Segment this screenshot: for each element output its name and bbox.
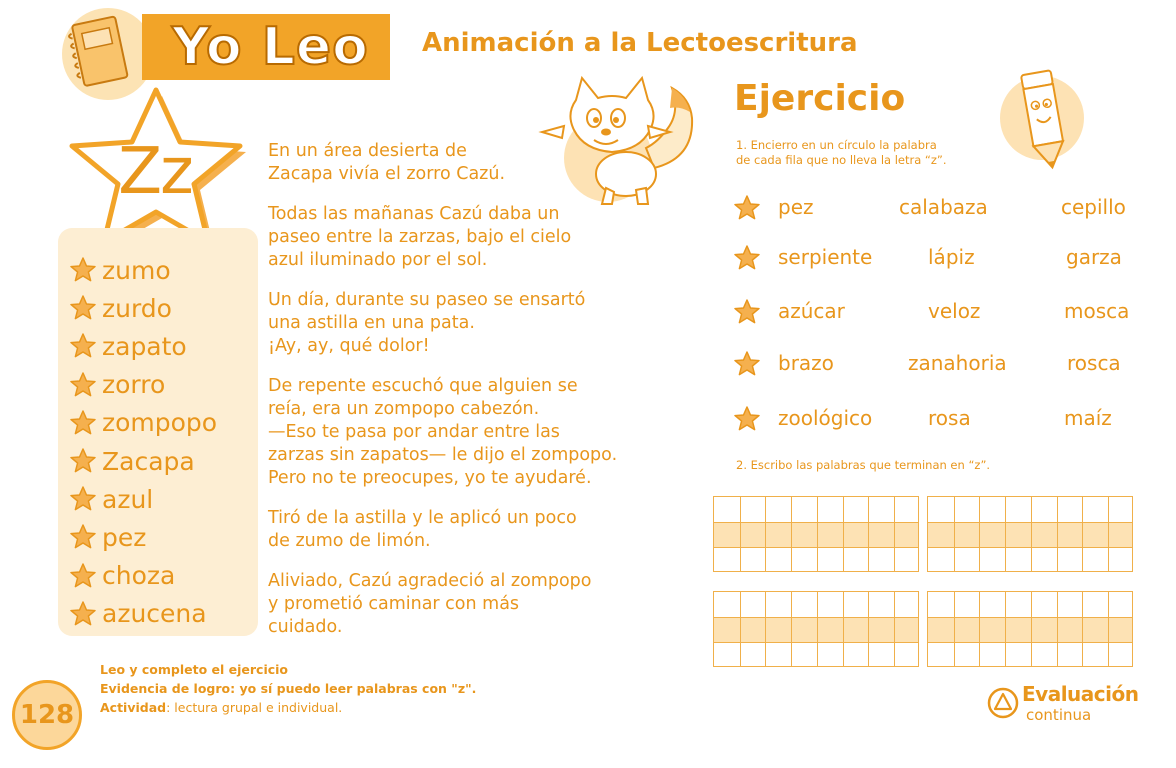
story-paragraph: Un día, durante su paseo se ensartó una astilla en una pata. ¡Ay, ay, qué dolor!: [268, 290, 586, 356]
exercise-word[interactable]: calabaza: [899, 195, 988, 219]
word-list-label: azul: [102, 484, 154, 514]
evaluation-badge-title: Evaluación: [1022, 682, 1139, 706]
word-list-label: zapato: [102, 331, 187, 361]
exercise-word[interactable]: rosa: [928, 406, 971, 430]
footer-line-3: [100, 698, 476, 717]
word-list-item: [70, 291, 172, 325]
exercise-row: [734, 242, 1154, 272]
story-paragraph: Tiró de la astilla y le aplicó un poco de zumo de limón.: [268, 508, 577, 551]
star-bullet-icon: [70, 601, 96, 627]
star-bullet-icon: [734, 195, 760, 221]
story-paragraph: Todas las mañanas Cazú daba un paseo entre la zarzas, bajo el cielo azul iluminado por el sol.: [268, 204, 572, 270]
exercise-word[interactable]: veloz: [928, 299, 981, 323]
star-bullet-icon: [70, 448, 96, 474]
star-bullet-icon: [70, 563, 96, 589]
word-list-item: [70, 406, 217, 440]
star-bullet-icon: [70, 333, 96, 359]
exercise-word[interactable]: cepillo: [1061, 195, 1126, 219]
word-list-label: azucena: [102, 599, 207, 629]
exercise-row: [734, 403, 1154, 433]
word-list-item: [70, 520, 146, 554]
word-list-label: zompopo: [102, 408, 218, 438]
writing-grid[interactable]: [927, 496, 1133, 572]
star-bullet-icon: [70, 524, 96, 550]
exercise-word[interactable]: rosca: [1067, 351, 1121, 375]
story-paragraph: En un área desierta de Zacapa vivía el zorro Cazú.: [268, 141, 506, 184]
exercise-word[interactable]: mosca: [1064, 299, 1130, 323]
star-bullet-icon: [70, 410, 96, 436]
star-bullet-icon: [734, 406, 760, 432]
writing-grid[interactable]: [927, 591, 1133, 667]
word-list-label: pez: [102, 522, 147, 552]
exercise-word[interactable]: zoológico: [778, 406, 873, 430]
page-number: 128: [19, 700, 75, 730]
word-list-item: [70, 559, 175, 593]
exercise-word[interactable]: serpiente: [778, 245, 873, 269]
brand-title: Yo Leo: [172, 17, 369, 77]
exercise-row: [734, 296, 1154, 326]
fox-illustration: [536, 70, 716, 210]
exercise-row: [734, 192, 1154, 222]
footer-activity-label: Actividad: [100, 700, 167, 715]
exercise-word[interactable]: azúcar: [778, 299, 845, 323]
word-list-label: zurdo: [102, 293, 172, 323]
star-bullet-icon: [70, 486, 96, 512]
exercise-instruction-2: 2. Escribo las palabras que terminan en “z”.: [736, 458, 991, 472]
story-paragraph: Aliviado, Cazú agradeció al zompopo y prometió caminar con más cuidado.: [268, 571, 592, 637]
word-list-label: choza: [102, 561, 176, 591]
word-list-label: Zacapa: [102, 446, 195, 476]
story-paragraph: De repente escuchó que alguien se reía, era un zompopo cabezón. —Eso te pasa por andar entre las zarzas sin zapatos— le dijo el zompopo. Pero no te preocupes, yo te ayudaré.: [268, 376, 618, 488]
word-list-item: [70, 368, 165, 402]
star-bullet-icon: [734, 299, 760, 325]
exercise-word[interactable]: pez: [778, 195, 814, 219]
exercise-word[interactable]: garza: [1066, 245, 1122, 269]
footer-line-1: Leo y completo el ejercicio: [100, 662, 289, 677]
story-text: [268, 140, 658, 656]
evaluation-icon: [986, 686, 1020, 720]
exercise-row: [734, 348, 1154, 378]
writing-grid[interactable]: [713, 496, 919, 572]
writing-grid[interactable]: [713, 591, 919, 667]
exercise-word[interactable]: maíz: [1064, 406, 1112, 430]
star-bullet-icon: [70, 295, 96, 321]
word-list-item: [70, 329, 187, 363]
exercise-title: Ejercicio: [734, 78, 906, 119]
evaluation-badge-subtitle: continua: [1026, 706, 1092, 724]
footer-line-2: Evidencia de logro: yo sí puedo leer palabras con "z".: [100, 681, 477, 696]
footer-activity-text: : lectura grupal e individual.: [166, 700, 343, 715]
word-list-label: zumo: [102, 255, 171, 285]
word-list-item: [70, 253, 171, 287]
star-bullet-icon: [70, 372, 96, 398]
exercise-instruction-1: 1. Encierro en un círculo la palabra de cada fila que no lleva la letra “z”.: [736, 138, 947, 167]
page-subtitle: Animación a la Lectoescritura: [422, 28, 858, 58]
exercise-word[interactable]: lápiz: [928, 245, 975, 269]
exercise-word[interactable]: zanahoria: [908, 351, 1007, 375]
featured-letter: Zz: [118, 135, 192, 209]
word-list-label: zorro: [102, 370, 166, 400]
star-bullet-icon: [734, 245, 760, 271]
word-list-item: [70, 444, 195, 478]
word-list-item: [70, 597, 207, 631]
footer-notes: [100, 660, 476, 717]
star-bullet-icon: [734, 351, 760, 377]
star-bullet-icon: [70, 257, 96, 283]
word-list-item: [70, 482, 153, 516]
exercise-word[interactable]: brazo: [778, 351, 834, 375]
